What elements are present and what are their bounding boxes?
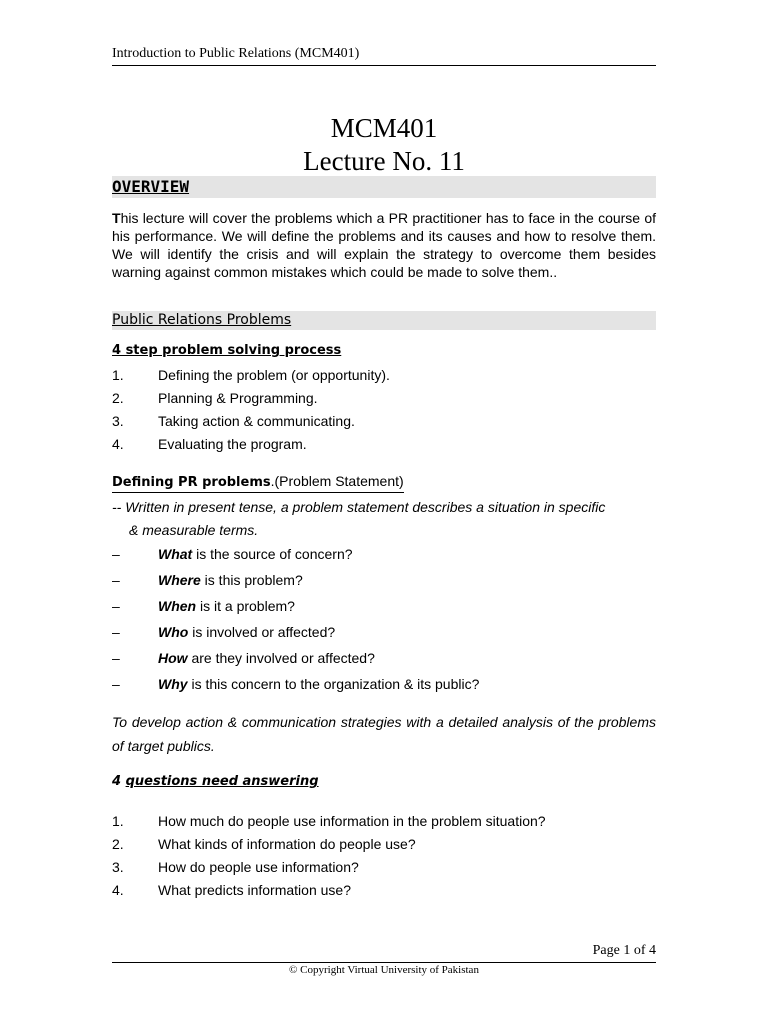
list-item [112,569,656,595]
intro-first-letter: T [112,210,121,226]
page-header: Introduction to Public Relations (MCM401) [112,46,656,66]
question-rest: is the source of concern? [192,546,353,562]
list-item [112,856,656,879]
steps-heading: 4 step problem solving process [112,343,342,358]
list-text: Defining the problem (or opportunity). [158,367,390,383]
list-item [112,433,656,456]
list-item [112,387,656,410]
list-item [112,410,656,433]
develop-paragraph: To develop action & communication strategies with a detailed analysis of the problems of target publics. [112,714,656,754]
intro-text: his lecture will cover the problems which a PR practitioner has to face in the course of his performance. We will define the problems and its causes and how to resolve them. We will identify the crisis and will explain the strategy to overcome them besides warning against common mistakes which could be made to solve them.. [112,210,656,280]
question-rest: are they involved or affected? [187,650,375,666]
list-item [112,833,656,856]
list-text [158,673,479,695]
question-word: Why [158,676,188,692]
question-word: Who [158,624,189,640]
dash-bullet: – [112,546,120,562]
problem-statement-line2: & measurable terms. [129,522,259,538]
list-text [158,569,303,591]
course-code-title: MCM401 [330,113,438,143]
list-number: 4. [112,436,124,452]
list-text: Taking action & communicating. [158,413,355,429]
list-text [158,543,353,565]
list-text [158,595,295,617]
question-word: How [158,650,188,666]
list-text: Evaluating the program. [158,436,307,452]
list-number: 3. [112,413,124,429]
list-item [112,879,656,902]
questions-list [112,810,656,902]
list-text: What kinds of information do people use? [158,836,416,852]
list-item [112,543,656,569]
list-item [112,364,656,387]
list-number: 2. [112,390,124,406]
list-item [112,647,656,673]
list-text: What predicts information use? [158,882,351,898]
footer-divider [112,962,656,963]
list-number: 4. [112,882,124,898]
list-number: 1. [112,813,124,829]
question-words-list [112,543,656,699]
dash-bullet: – [112,572,120,588]
list-number: 2. [112,836,124,852]
defining-heading-rest: .(Problem Statement) [270,473,404,489]
lecture-title: Lecture No. 11 [303,146,465,176]
question-word: When [158,598,197,614]
list-item [112,810,656,833]
problem-statement-note [112,496,656,542]
question-rest: is this concern to the organization & its public? [187,676,480,692]
questions-heading [112,774,319,789]
question-rest: is it a problem? [196,598,295,614]
problem-statement-line1: -- Written in present tense, a problem statement describes a situation in specific [112,499,606,515]
overview-heading: OVERVIEW [112,177,190,196]
intro-paragraph [112,209,656,281]
questions-heading-underlined: questions need answering [125,774,319,789]
section-heading: Public Relations Problems [112,312,292,328]
list-number: 1. [112,367,124,383]
list-text [158,647,375,669]
steps-list [112,364,656,456]
list-text: Planning & Programming. [158,390,318,406]
dash-bullet: – [112,624,120,640]
list-text: How much do people use information in the problem situation? [158,813,546,829]
list-text: How do people use information? [158,859,359,875]
list-number: 3. [112,859,124,875]
list-item [112,673,656,699]
question-rest: is this problem? [200,572,303,588]
defining-heading-bold: Defining PR problems [112,475,271,490]
copyright-footer: © Copyright Virtual University of Pakistan [289,964,479,976]
list-item [112,595,656,621]
section-heading-bar [112,311,656,330]
dash-bullet: – [112,676,120,692]
dash-bullet: – [112,598,120,614]
question-word: What [158,546,193,562]
questions-heading-prefix: 4 [112,774,126,789]
page-number: Page 1 of 4 [592,943,656,958]
list-item [112,621,656,647]
dash-bullet: – [112,650,120,666]
list-text [158,621,335,643]
overview-heading-bar [112,176,656,198]
question-rest: is involved or affected? [188,624,336,640]
question-word: Where [158,572,201,588]
defining-heading [112,472,404,493]
